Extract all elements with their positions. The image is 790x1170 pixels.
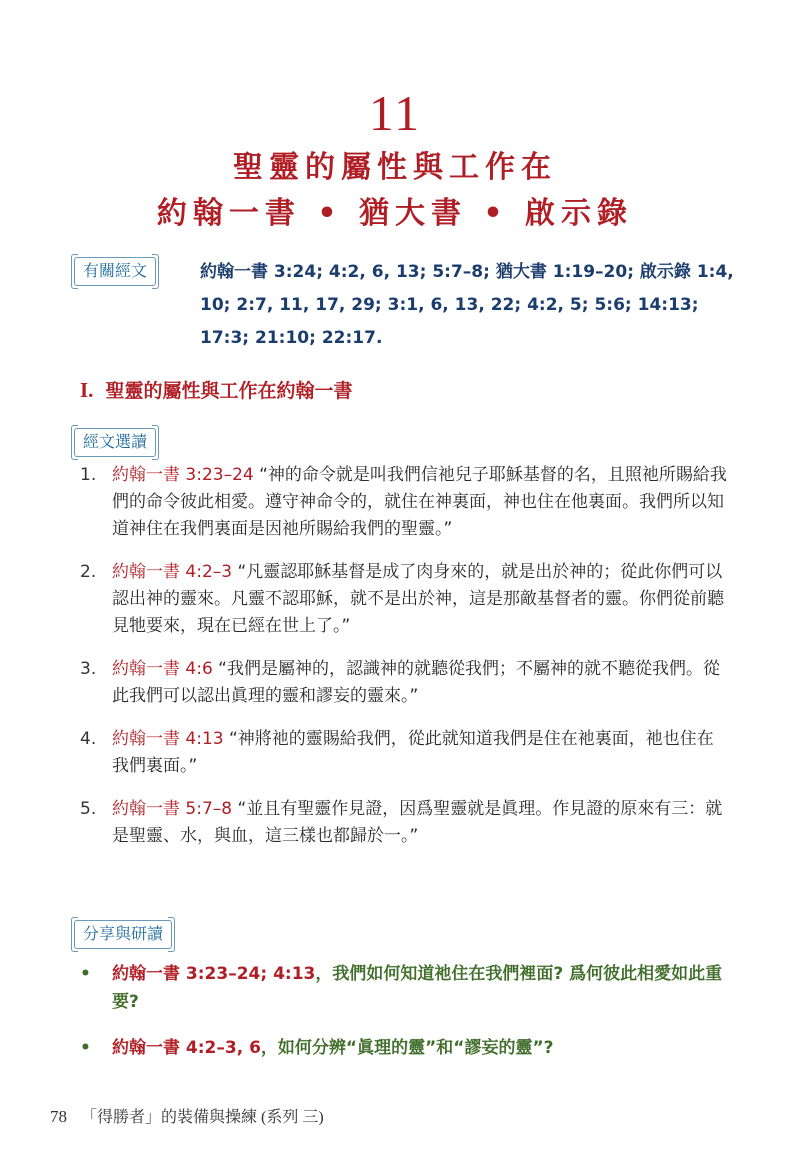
list-item [80, 559, 730, 640]
list-item [80, 1034, 730, 1062]
chapter-title-line-1: 聖靈的屬性與工作在 [233, 150, 557, 185]
verse-number: 2. [80, 562, 97, 582]
verse-reference: 約翰一書 4:2–3 [112, 562, 233, 582]
list-item [80, 726, 730, 780]
verse-reference: 約翰一書 4:6 [112, 659, 213, 679]
discussion-label: 分享與研讀 [74, 920, 172, 949]
verse-text: “凡靈認耶穌基督是成了肉身來的，就是出於神的；從此你們可以認出神的靈來。凡靈不認耶穌，就不是出於神，這是那敵基督者的靈。你們從前聽見牠要來，現在已經在世上了。” [112, 562, 724, 636]
verse-reference: 約翰一書 5:7–8 [112, 799, 233, 819]
verse-number: 3. [80, 659, 97, 679]
discussion-list [80, 960, 730, 1062]
section-numeral: I. [80, 378, 94, 402]
chapter-number: 11 [368, 85, 422, 141]
related-scripture-label: 有關經文 [74, 257, 156, 286]
verse-text: “神的命令就是叫我們信祂兒子耶穌基督的名，且照祂所賜給我們的命令彼此相愛。遵守神命令的，就住在神裏面，神也住在他裏面。我們所以知道神住在我們裏面是因祂所賜給我們的聖靈。” [112, 465, 727, 539]
list-item [80, 462, 730, 543]
verse-text: “神將祂的靈賜給我們，從此就知道我們是住在祂裏面，祂也住在我們裏面。” [112, 729, 714, 776]
list-item [80, 960, 730, 1016]
verse-text: “並且有聖靈作見證，因爲聖靈就是眞理。作見證的原來有三：就是聖靈、水，與血，這三樣也都歸於一。” [112, 799, 723, 846]
bullet-icon: • [80, 1038, 91, 1058]
section-title: 聖靈的屬性與工作在約翰一書 [105, 380, 353, 402]
reading-label: 經文選讀 [74, 428, 156, 457]
list-item [80, 656, 730, 710]
verse-list [80, 462, 730, 850]
book-title: 「得勝者」的裝備與操練 (系列 三) [81, 1109, 324, 1126]
list-item [80, 796, 730, 850]
page-number: 78 [50, 1107, 67, 1126]
verse-text: “我們是屬神的，認識神的就聽從我們；不屬神的就不聽從我們。從此我們可以認出眞理的靈和謬妄的靈來。” [112, 659, 720, 706]
verse-number: 5. [80, 799, 97, 819]
chapter-title-line-2: 約翰一書 • 猶大書 • 啟示錄 [156, 196, 634, 231]
question-reference: 約翰一書 3:23–24; 4:13 [112, 964, 316, 984]
verse-number: 4. [80, 729, 97, 749]
bullet-icon: • [80, 964, 91, 984]
question-text: ，如何分辨“眞理的靈”和“謬妄的靈”? [260, 1038, 554, 1058]
verse-number: 1. [80, 465, 97, 485]
question-text: ，我們如何知道祂住在我們裡面? 爲何彼此相愛如此重要? [112, 964, 723, 1012]
verse-reference: 約翰一書 3:23–24 [112, 465, 254, 485]
question-reference: 約翰一書 4:2–3, 6 [112, 1038, 261, 1058]
verse-reference: 約翰一書 4:13 [112, 729, 224, 749]
related-scripture-text: 約翰一書 3:24; 4:2, 6, 13; 5:7–8; 猶大書 1:19–20; 啟示錄 1:4, 10; 2:7, 11, 17, 29; 3:1, 6, 13, 22; 4:2, 5; 5:6; 14:13; 17:3; 21:10; 22:17. [200, 262, 734, 348]
page-footer [50, 1104, 324, 1127]
section-heading [80, 376, 352, 403]
